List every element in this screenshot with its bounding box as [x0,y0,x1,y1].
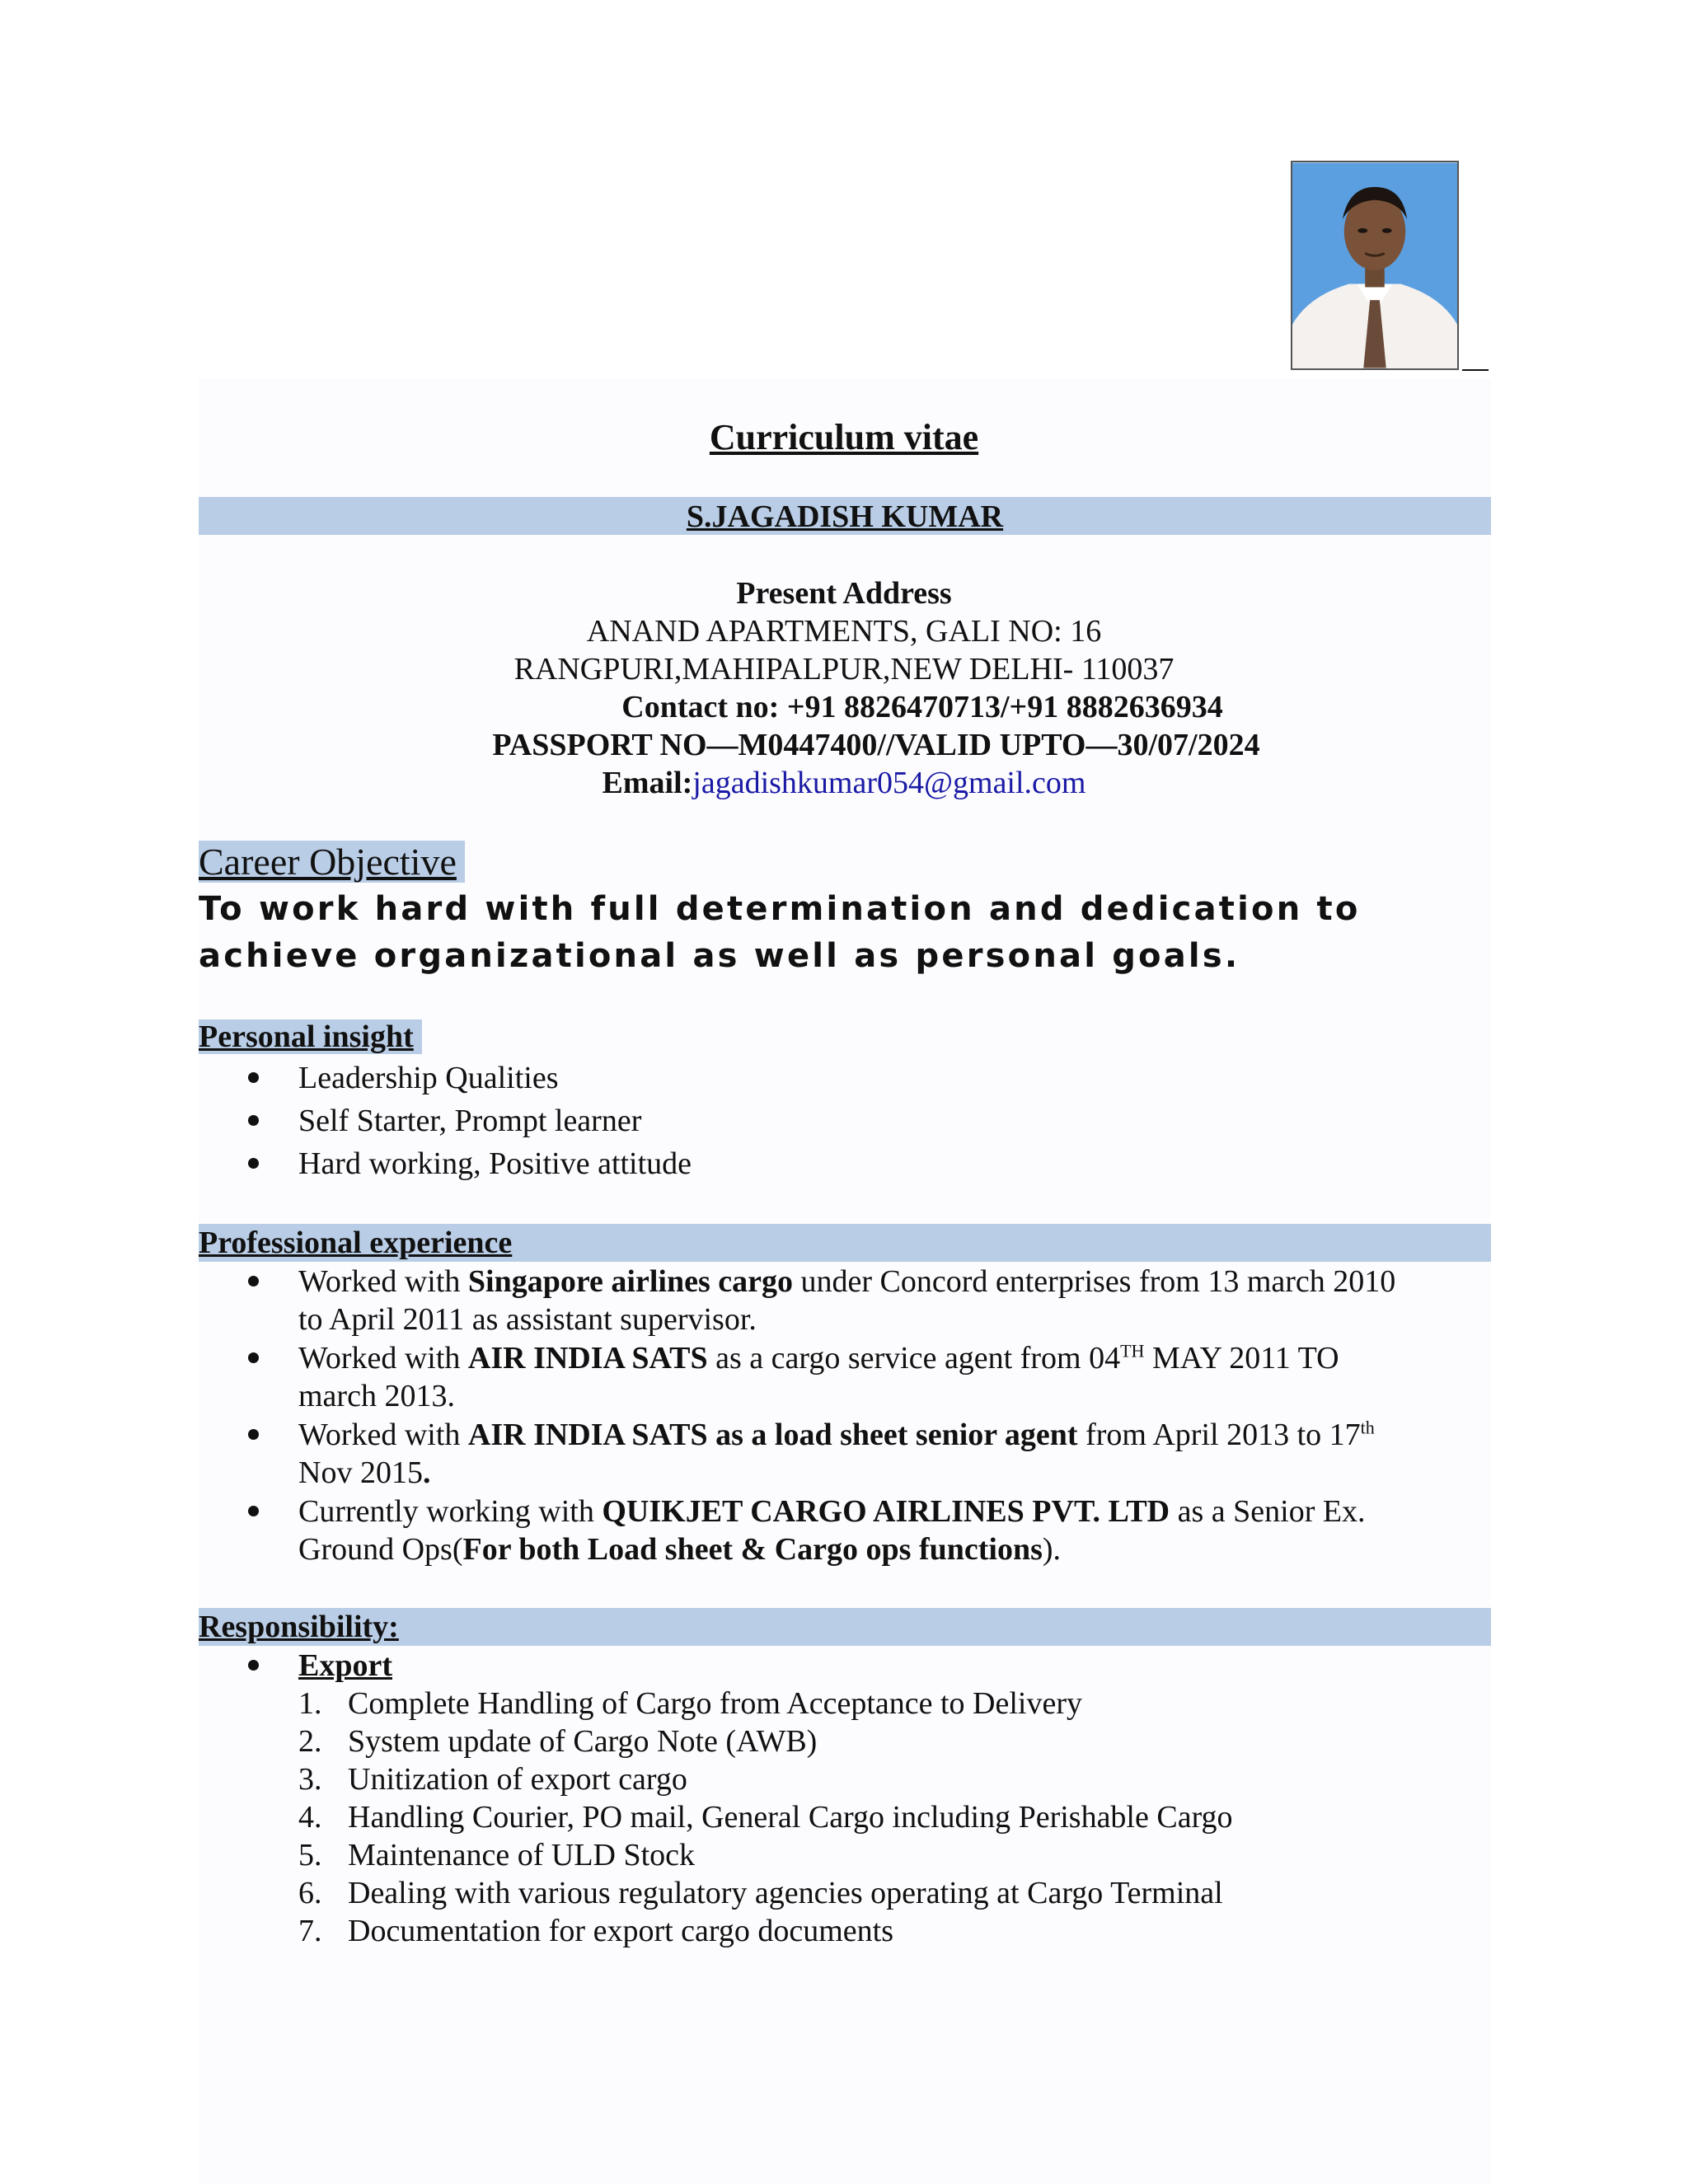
experience-text: Nov 2015 [298,1455,423,1490]
responsibility-text: Handling Courier, PO mail, General Cargo including Perishable Cargo [348,1800,1233,1835]
profile-photo [1291,161,1459,370]
list-item [0,1339,1469,1416]
bullet-icon [248,1660,259,1671]
list-item [0,1912,1485,1950]
experience-text: . [422,1455,431,1490]
employer-name: QUIKJET CARGO AIRLINES PVT. LTD [602,1494,1170,1529]
experience-text: to April 2011 as assistant supervisor. [298,1302,757,1337]
experience-text: For both Load sheet & Cargo ops functions [462,1532,1043,1567]
experience-text: Worked with [298,1418,468,1452]
responsibility-text: Dealing with various regulatory agencies operating at Cargo Terminal [348,1876,1223,1910]
experience-text: as a Senior Ex. [1170,1494,1366,1529]
responsibility-category-list [0,1647,1469,1685]
list-item [0,1145,1469,1188]
bullet-icon [248,1429,259,1440]
list-item [0,1493,1469,1569]
bullet-icon [248,1506,259,1516]
photo-underline [1462,369,1489,371]
export-responsibility-list [0,1685,1485,1950]
item-number: 4. [298,1800,322,1835]
address-heading: Present Address [736,576,952,611]
responsibility-text: System update of Cargo Note (AWB) [348,1724,818,1759]
experience-text: Worked with [298,1264,468,1299]
career-objective-label: Career Objective [199,841,465,883]
career-objective-line-2: achieve organizational as well as personal goals. [199,937,1240,975]
list-item [0,1263,1469,1339]
insight-text: Hard working, Positive attitude [298,1146,692,1181]
export-subheading: Export [298,1648,392,1683]
item-number: 3. [298,1762,322,1797]
item-number: 2. [298,1724,322,1759]
personal-insight-list [0,1059,1469,1188]
email-link[interactable]: jagadishkumar054@gmail.com [692,766,1086,800]
employer-name: AIR INDIA SATS as a load sheet senior agent [467,1418,1078,1452]
list-item [0,1836,1485,1874]
experience-text: from April 2013 to 17 [1077,1418,1361,1452]
item-number: 7. [298,1914,322,1948]
experience-text: march 2013. [298,1379,455,1413]
item-number: 6. [298,1876,322,1910]
item-number: 5. [298,1838,322,1872]
bullet-icon [248,1158,259,1169]
list-item [0,1059,1469,1102]
experience-text: ). [1042,1532,1062,1567]
experience-text: MAY 2011 TO [1144,1341,1339,1376]
list-item [0,1685,1485,1722]
responsibility-text: Unitization of export cargo [348,1762,687,1797]
list-item [0,1874,1485,1912]
list-item [0,1798,1485,1836]
insight-text: Leadership Qualities [298,1061,559,1095]
personal-insight-label: Personal insight [199,1019,422,1054]
address-line-1: ANAND APARTMENTS, GALI NO: 16 [586,614,1102,649]
responsibility-text: Complete Handling of Cargo from Acceptance to Delivery [348,1686,1082,1721]
insight-text: Self Starter, Prompt learner [298,1104,642,1138]
responsibility-heading: Responsibility: [199,1610,399,1644]
ordinal-suffix: TH [1120,1340,1145,1361]
contact-numbers: Contact no: +91 8826470713/+91 8882636934 [621,690,1223,724]
address-line-2: RANGPURI,MAHIPALPUR,NEW DELHI- 110037 [513,652,1175,687]
candidate-name: S.JAGADISH KUMAR [686,499,1004,534]
experience-text: Worked with [298,1341,468,1376]
email-line [0,764,1688,802]
list-item [0,1416,1469,1493]
responsibility-text: Maintenance of ULD Stock [348,1838,696,1872]
email-label: Email: [602,766,693,800]
passport-info: PASSPORT NO—M0447400//VALID UPTO—30/07/2024 [492,728,1260,762]
employer-name: Singapore airlines cargo [467,1264,793,1299]
page-title: Curriculum vitae [709,417,979,457]
person-photo-image [1292,162,1457,368]
experience-text: Currently working with [298,1494,603,1529]
employer-name: AIR INDIA SATS [467,1341,708,1376]
bullet-icon [248,1352,259,1363]
experience-text: Ground Ops( [298,1532,463,1567]
bullet-icon [248,1276,259,1286]
bullet-icon [248,1115,259,1126]
list-item [0,1722,1485,1760]
professional-experience-heading: Professional experience [199,1226,513,1260]
ordinal-suffix: th [1360,1417,1375,1438]
item-number: 1. [298,1686,322,1721]
experience-list [0,1263,1469,1569]
list-item [0,1647,1469,1685]
personal-insight-heading [199,1018,422,1056]
career-objective-line-1: To work hard with full determination and dedication to [199,890,1361,928]
bullet-icon [248,1072,259,1083]
career-objective-text [199,886,1484,980]
list-item [0,1102,1469,1145]
experience-text: under Concord enterprises from 13 march 2010 [792,1264,1396,1299]
experience-text: as a cargo service agent from 04 [707,1341,1121,1376]
responsibility-text: Documentation for export cargo documents [348,1914,893,1948]
list-item [0,1760,1485,1798]
career-objective-heading [199,840,465,884]
